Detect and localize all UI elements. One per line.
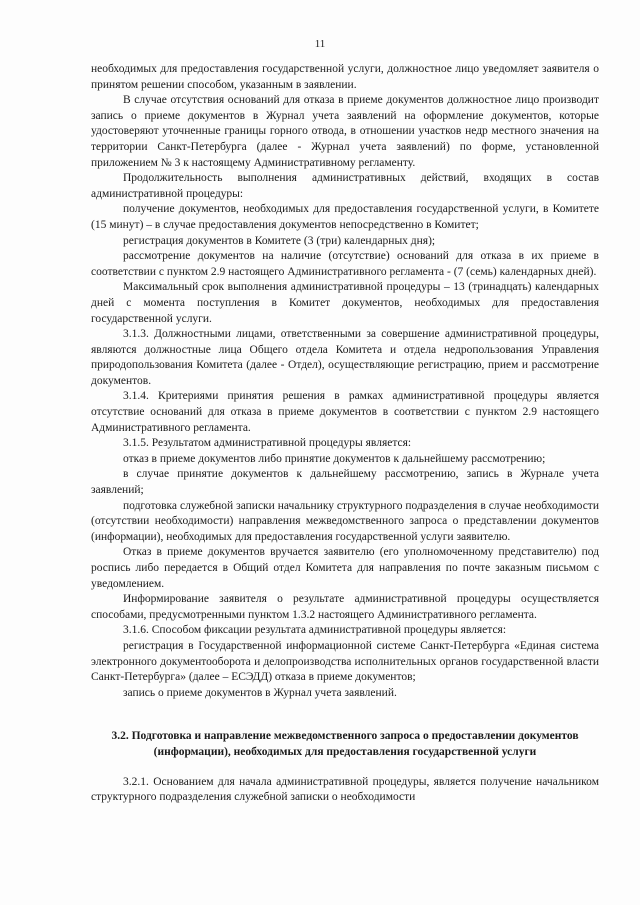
paragraph: рассмотрение документов на наличие (отсутствие) оснований для отказа в их приеме в соответствии с пунктом 2.9 настоящего Административного регламента - (7 (семь) календарных дней). <box>91 250 599 278</box>
paragraph: регистрация документов в Комитете (3 (три) календарных дня); <box>123 234 436 247</box>
paragraph: получение документов, необходимых для предоставления государственной услуги, в Комитете (15 минут) – в случае предоставления документов непосредственно в Комитет; <box>91 203 599 231</box>
paragraph: необходимых для предоставления государственной услуги, должностное лицо уведомляет заявителя о принятом решении способом, указанным в заявлении. <box>91 63 599 91</box>
paragraph: Информирование заявителя о результате административной процедуры осуществляется способами, предусмотренными пунктом 1.3.2 настоящего Административного регламента. <box>91 593 599 621</box>
paragraph: отказ в приеме документов либо принятие документов к дальнейшему рассмотрению; <box>123 452 546 465</box>
paragraph: 3.1.3. Должностными лицами, ответственными за совершение административной процедуры, являются должностные лица Общего отдела Комитета и отдела недропользования Управления природопользования Комитета (далее - Отдел), осуществляющие регистрацию, прием и рассмотрение документов. <box>91 328 599 387</box>
paragraph: 3.1.5. Результатом административной процедуры является: <box>123 437 412 450</box>
paragraph: 3.2.1. Основанием для начала административной процедуры, является получение начальником структурного подразделения служебной записки о необходимости <box>91 775 599 804</box>
paragraph: В случае отсутствия оснований для отказа в приеме документов должностное лицо производит запись о приеме документов в Журнал учета заявлений на оформление документов, которые удостоверяют уточненные границы горного отвода, в отношении участков недр местного значения на территории Санкт-Петербурга (далее - Журнал учета заявлений) по форме, установленной приложением № 3 к настоящему Административному регламенту. <box>91 94 599 169</box>
paragraph: запись о приеме документов в Журнал учета заявлений. <box>123 686 397 699</box>
paragraphs-after <box>91 775 599 806</box>
paragraph: подготовка служебной записки начальнику структурного подразделения в случае необходимости (отсутствии необходимости) направления межведомственного запроса о представлении документов (информации), необходимых для предоставления государственной услуги заявителю. <box>91 499 599 543</box>
paragraph: регистрация в Государственной информационной системе Санкт-Петербурга «Единая система электронного документооборота и делопроизводства исполнительных органов государственной власти Санкт-Петербурга» (далее – ЕСЭДД) отказа в приеме документов; <box>91 639 599 684</box>
paragraph: 3.1.6. Способом фиксации результата административной процедуры является: <box>123 624 507 637</box>
document-body <box>91 62 599 806</box>
paragraph: Отказ в приеме документов вручается заявителю (его уполномоченному представителю) под роспись либо передается в Общий отдел Комитета для направления по почте заказным письмом с уведомлением. <box>91 546 599 590</box>
paragraph: 3.1.4. Критериями принятия решения в рамках административной процедуры является отсутствие оснований для отказа в приеме документов в соответствии с пунктом 2.9 настоящего Административного регламента. <box>91 390 599 434</box>
section-heading: 3.2. Подготовка и направление межведомственного запроса о предоставлении документов (информации), необходимых для предоставления государственной услуги <box>111 730 579 758</box>
paragraphs-before <box>91 62 599 701</box>
page-number: 11 <box>314 38 326 50</box>
paragraph: Максимальный срок выполнения административной процедуры – 13 (тринадцать) календарных дней с момента поступления в Комитет документов, необходимых для предоставления государственной услуги. <box>91 281 599 325</box>
paragraph: Продолжительность выполнения административных действий, входящих в состав административной процедуры: <box>91 172 599 200</box>
paragraph: в случае принятие документов к дальнейшему рассмотрению, запись в Журнале учета заявлений; <box>91 468 599 497</box>
